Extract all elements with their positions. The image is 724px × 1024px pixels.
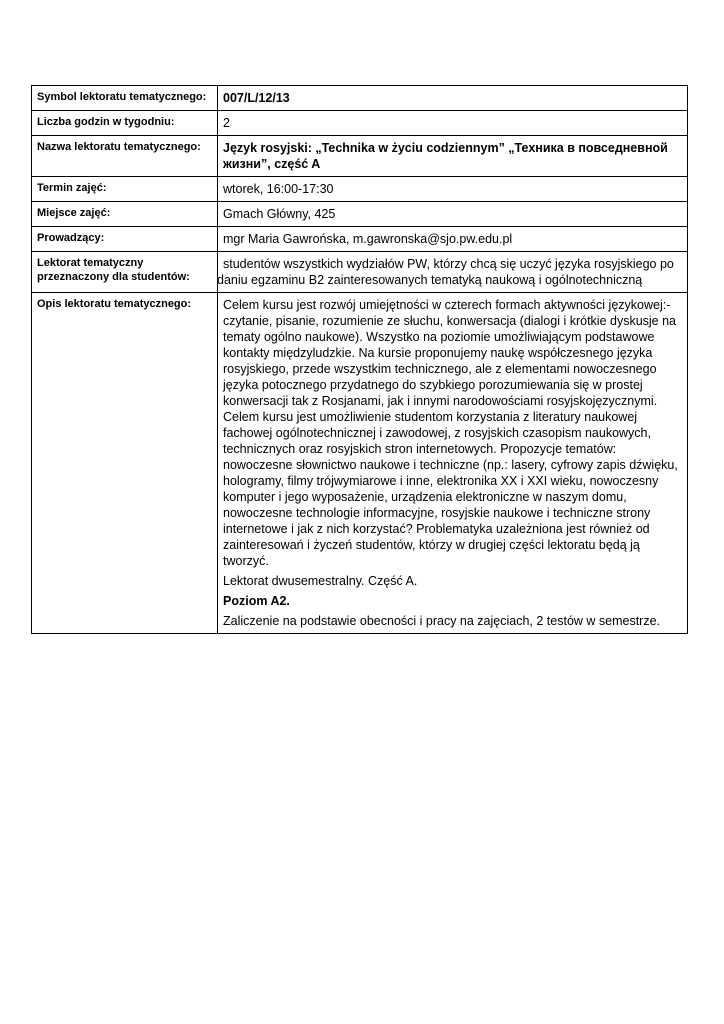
- description-semesters: Lektorat dwusemestralny. Część A.: [223, 574, 418, 588]
- term-value: wtorek, 16:00-17:30: [218, 177, 688, 202]
- row-term: [32, 177, 688, 202]
- name-value: Język rosyjski: „Technika w życiu codziennym” „Техника в повседневной жизни”, część A: [218, 136, 688, 177]
- symbol-value: 007/L/12/13: [218, 86, 688, 111]
- row-description: [32, 293, 688, 634]
- course-info-table: [31, 85, 688, 634]
- description-paragraph: Celem kursu jest rozwój umiejętności w czterech formach aktywności językowej:- czytanie, pisanie, rozumienie ze słuchu, konwersacja (dialogi i krótkie dyskusje na tematy ogólno naukowe). Wszystko na poziomie umożliwiającym podstawowe kontakty międzyludzkie. Na kursie proponujemy naukę współczesnego języka rosyjskiego, przede wszystkim technicznego, ale z elementami nowoczesnego języka potocznego przydatnego do szybkiego porozumiewania się w prostej konwersacji tak z Rosjanami, jak i innymi narodowościami rosyjskojęzycznymi. Celem kursu jest umożliwienie studentom korzystania z literatury naukowej fachowej ogólnotechnicznej i zawodowej, z rosyjskich czasopism naukowych, technicznych oraz rosyjskich stron internetowych. Propozycje tematów: nowoczesne słownictwo naukowe i techniczne (np.: lasery, cyfrowy zapis dźwięku, hologramy, filmy trójwymiarowe i inne, elektronika XX i XXI wieku, nowoczesny komputer i jego wyposażenie, urządzenia elektroniczne w naszym domu, nowoczesne technologie informacyjne, rosyjskie naukowe i techniczne strony internetowe i jak z nich korzystać? Problematyka uzależniona jest również od zainteresowań i życzeń studentów, którzy w drugiej części lektoratu będą ją tworzyć.: [223, 298, 678, 568]
- row-teacher: [32, 227, 688, 252]
- description-value: [218, 293, 688, 634]
- hours-value: 2: [218, 111, 688, 136]
- audience-value: [218, 252, 688, 293]
- place-value: Gmach Główny, 425: [218, 202, 688, 227]
- description-credit: Zaliczenie na podstawie obecności i pracy na zajęciach, 2 testów w semestrze.: [223, 614, 661, 628]
- teacher-label: Prowadzący:: [32, 227, 218, 252]
- row-place: [32, 202, 688, 227]
- audience-line1: studentów wszystkich wydziałów PW, którzy chcą się uczyć języka rosyjskiego po: [223, 257, 674, 271]
- place-label: Miejsce zajęć:: [32, 202, 218, 227]
- symbol-label: Symbol lektoratu tematycznego:: [32, 86, 218, 111]
- audience-label: [32, 252, 218, 293]
- name-label: Nazwa lektoratu tematycznego:: [32, 136, 218, 177]
- audience-line2: daniu egzaminu B2 zainteresowanych tematyką naukową i ogólnotechniczną: [217, 273, 643, 287]
- row-audience: [32, 252, 688, 293]
- description-level: Poziom A2.: [223, 594, 290, 608]
- row-symbol: [32, 86, 688, 111]
- row-name: [32, 136, 688, 177]
- hours-label: Liczba godzin w tygodniu:: [32, 111, 218, 136]
- teacher-value: mgr Maria Gawrońska, m.gawronska@sjo.pw.edu.pl: [218, 227, 688, 252]
- audience-label-line1: Lektorat tematyczny: [37, 257, 144, 269]
- row-hours: [32, 111, 688, 136]
- description-label: Opis lektoratu tematycznego:: [32, 293, 218, 634]
- term-label: Termin zajęć:: [32, 177, 218, 202]
- audience-label-line2: przeznaczony dla studentów:: [37, 271, 190, 283]
